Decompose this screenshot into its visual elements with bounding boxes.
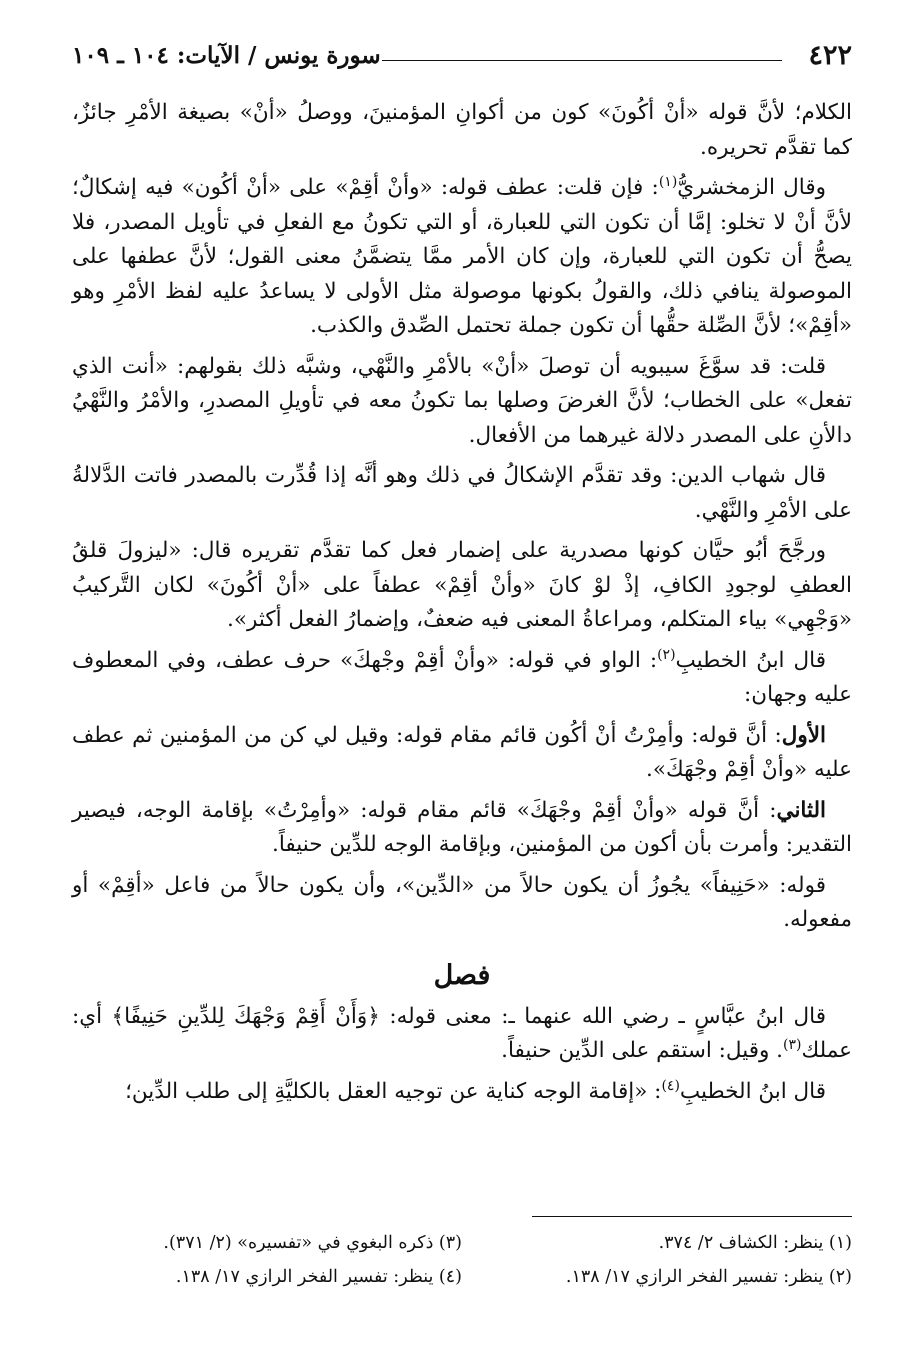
- section-title: فصل: [433, 959, 491, 991]
- lead-word: الثاني: [776, 797, 826, 823]
- footnote-marker: (٢): [657, 646, 676, 663]
- header-rule: [382, 60, 782, 61]
- section-paragraph-2: قال ابنُ الخطيبِ$^{(٤)}$: «إقامة الوجه كناية عن توجيه العقل بالكليَّةِ إلى طلب الدِّين؛: [125, 1077, 826, 1104]
- paragraph-5: ورجَّحَ أبُو حيَّان كونها مصدرية على إضمار فعل كما تقدَّم تقريره قال: «ليزولَ قلقُ العطفِ لوجودِ الكافِ، إذْ لوْ كانَ «وأنْ أقِمْ» عطفاً على «أنْ أكُونَ» لكان التَّركيبُ «وَجْهِي» بياء المتكلم، ومراعاةُ المعنى فيه ضعفٌ، وإضمارُ الفعل أكثر».: [72, 538, 852, 632]
- main-text: [72, 96, 852, 1115]
- paragraph-9: قوله: «حَنِيفاً» يجُوزُ أن يكون حالاً من «الدِّين»، وأن يكون حالاً من فاعل «أقِمْ» أو مفعوله.: [72, 872, 852, 932]
- footnote-2: (٢) ينظر: تفسير الفخر الرازي ١٧/ ١٣٨.: [565, 1267, 852, 1287]
- footnote-1: (١) ينظر: الكشاف ٢/ ٣٧٤.: [658, 1233, 852, 1253]
- footnote-marker: (٤): [661, 1077, 680, 1094]
- footnote-3: (٣) ذكره البغوي في «تفسيره» (٢/ ٣٧١).: [163, 1233, 462, 1253]
- paragraph-3: قلت: قد سوَّغَ سيبويه أن توصلَ «أنْ» بالأمْرِ والنَّهْي، وشبَّه ذلك بقولهم: «أنت الذي تفعل» على الخطاب؛ لأنَّ الغرضَ وصلها بما تكونُ معه في تأويلِ المصدرِ، والأمْرُ والنَّهْيُ دالأنِ على المصدر دلالة غيرهما من الأفعال.: [72, 353, 852, 448]
- paragraph-4: قال شهاب الدين: وقد تقدَّم الإشكالُ في ذلك وهو أنَّه إذا قُدِّرت بالمصدر فاتت الدَّلالةُ على الأمْرِ والنَّهْي.: [72, 463, 852, 523]
- footnote-4: (٤) ينظر: تفسير الفخر الرازي ١٧/ ١٣٨.: [175, 1267, 462, 1287]
- lead-word: الأول: [781, 722, 826, 748]
- footnote-marker: (٣): [783, 1036, 802, 1053]
- paragraph-2: وقال الزمخشريُّ$^{(١)}$: فإن قلت: عطف قوله: «وأنْ أقِمْ» على «أنْ أكُون» فيه إشكالٌ؛ لأنَّ أنْ لا تخلو: إمَّا أن تكون التي للعبارة، أو التي تكونُ مع الفعلِ في تأويل المصدر، فلا يصحُّ أن تكون التي للعبارة، وإن كان الأمر ممَّا يتضمَّنُ معنى القول؛ لأنَّ عطفها على الموصولة ينافي ذلك، والقولُ بكونها موصولة مثل الأولى لا يساعدُ عليه لفظ الأمْرِ وهو «أقِمْ»؛ لأنَّ الصِّلة حقُّها أن تكون جملة تحتمل الصِّدق والكذب.: [72, 173, 852, 338]
- paragraph-7: الأول: أنَّ قوله: وأمِرْتُ أنْ أكُون قائم مقام قوله: وقيل لي كن من المؤمنين ثم عطف عليه «وأنْ أقِمْ وجْهَكَ».: [72, 722, 852, 782]
- page-header: [72, 36, 852, 76]
- paragraph-1: الكلام؛ لأنَّ قوله «أنْ أكُونَ» كون من أكوانِ المؤمنينَ، ووصلُ «أنْ» بصيغة الأمْرِ جائزٌ، كما تقدَّم تحريره.: [72, 100, 852, 160]
- footnote-rule: [532, 1216, 852, 1217]
- paragraph-8: الثاني: أنَّ قوله «وأنْ أقِمْ وجْهَكَ» قائم مقام قوله: «وأمِرْتُ» بإقامة الوجه، فيصير التقدير: وأمرت بأن أكون من المؤمنين، وبإقامة الوجه للدِّين حنيفاً.: [72, 797, 852, 857]
- footnote-marker: (١): [658, 173, 678, 190]
- page-number: ٤٢٢: [808, 40, 852, 71]
- section-paragraph-1: قال ابنُ عبَّاسٍ ـ رضي الله عنهما ـ: معنى قوله: ﴿وَأَنْ أَقِمْ وَجْهَكَ لِلدِّينِ حَنِيفًا﴾ أي: عملك$^{(٣)}$. وقيل: استقم على الدِّين حنيفاً.: [72, 1003, 852, 1063]
- running-title: سورة يونس / الآيات: ١٠٤ ـ ١٠٩: [72, 42, 381, 69]
- paragraph-6: قال ابنُ الخطيبِ$^{(٢)}$: الواو في قوله: «وأنْ أقِمْ وجْهكَ» حرف عطف، وفي المعطوف عليه وجهان:: [72, 646, 852, 707]
